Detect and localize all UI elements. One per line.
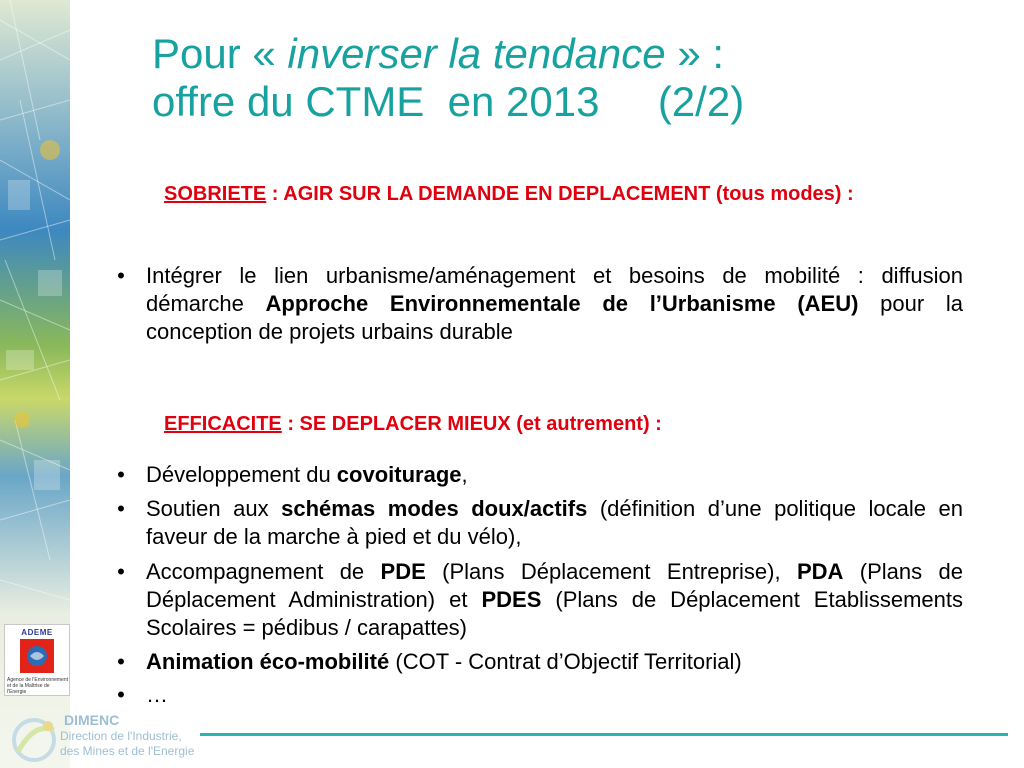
bullet-text: (Plans de Déplacement Administration) et [146,559,963,612]
list-item [111,262,963,346]
ademe-title: ADEME [21,628,53,637]
bullet-bold-text: PDA [796,559,844,584]
dimenc-title: DIMENC [64,712,120,728]
bullet-text: pour la conception de projets urbains durable [146,291,963,344]
ademe-subtitle: Agence de l'Environnement et de la Maîtrise de l'Energie [7,677,68,695]
list-item [111,461,963,489]
bullet-text: (COT - Contrat d’Objectif Territorial) [389,649,742,674]
list-item [111,495,963,551]
bullet-text: … [146,682,168,707]
heading-rest-efficacite: : SE DEPLACER MIEUX (et autrement) : [281,413,662,435]
section-heading-efficacite [164,413,962,436]
ademe-logo-box [4,624,70,696]
bullet-bold-text: Approche Environnementale de l’Urbanisme (AEU) [265,291,859,316]
bullet-symbol: • [117,682,125,707]
bullet-symbol: • [117,559,125,584]
title-line-2: offre du CTME en 2013 (2/2) [152,78,745,125]
list-item [111,648,963,676]
title-prefix: Pour « [152,30,276,77]
bullet-bold-text: PDE [380,559,426,584]
bullet-text: (Plans de Déplacement Etablissements Scolaires = pédibus / carapattes) [146,587,963,640]
title-suffix: » : [677,30,725,77]
dimenc-line2: des Mines et de l'Energie [60,744,195,758]
ademe-logo-icon [20,639,54,673]
slide-title [152,30,972,126]
dimenc-line1: Direction de l'Industrie, [60,729,182,743]
bullet-bold-text: PDES [481,587,542,612]
bullet-text: , [461,462,468,487]
bullet-symbol: • [117,496,125,521]
bullet-bold-text: Animation éco-mobilité [146,649,390,674]
bullet-text: Intégrer le lien urbanisme/aménagement et besoins de mobilité : diffusion démarche [146,263,963,316]
section-heading-sobriete [164,183,962,206]
bullet-text: Soutien aux [146,496,282,521]
bullet-text: Accompagnement de [146,559,381,584]
bullet-text: Développement du [146,462,337,487]
bullet-symbol: • [117,649,125,674]
bullet-bold-text: covoiturage [336,462,462,487]
heading-keyword-sobriete: SOBRIETE [164,183,267,205]
title-italic: inverser la tendance [287,30,666,77]
heading-keyword-efficacite: EFFICACITE [164,413,282,435]
dimenc-mark-icon [8,712,64,768]
bullet-bold-text: schémas modes doux/actifs [281,496,588,521]
footer-divider [200,733,1008,736]
bullet-symbol: • [117,263,125,288]
title-line-1 [152,30,972,78]
bullet-text: (Plans Déplacement Entreprise), [425,559,797,584]
dimenc-logo [8,712,208,768]
list-item [111,558,963,642]
list-item [111,681,963,709]
bullet-text: (définition d’une politique locale en faveur de la marche à pied et du vélo), [146,496,963,549]
heading-rest-sobriete: : AGIR SUR LA DEMANDE EN DEPLACEMENT (tous modes) : [266,183,854,205]
bullet-symbol: • [117,462,125,487]
